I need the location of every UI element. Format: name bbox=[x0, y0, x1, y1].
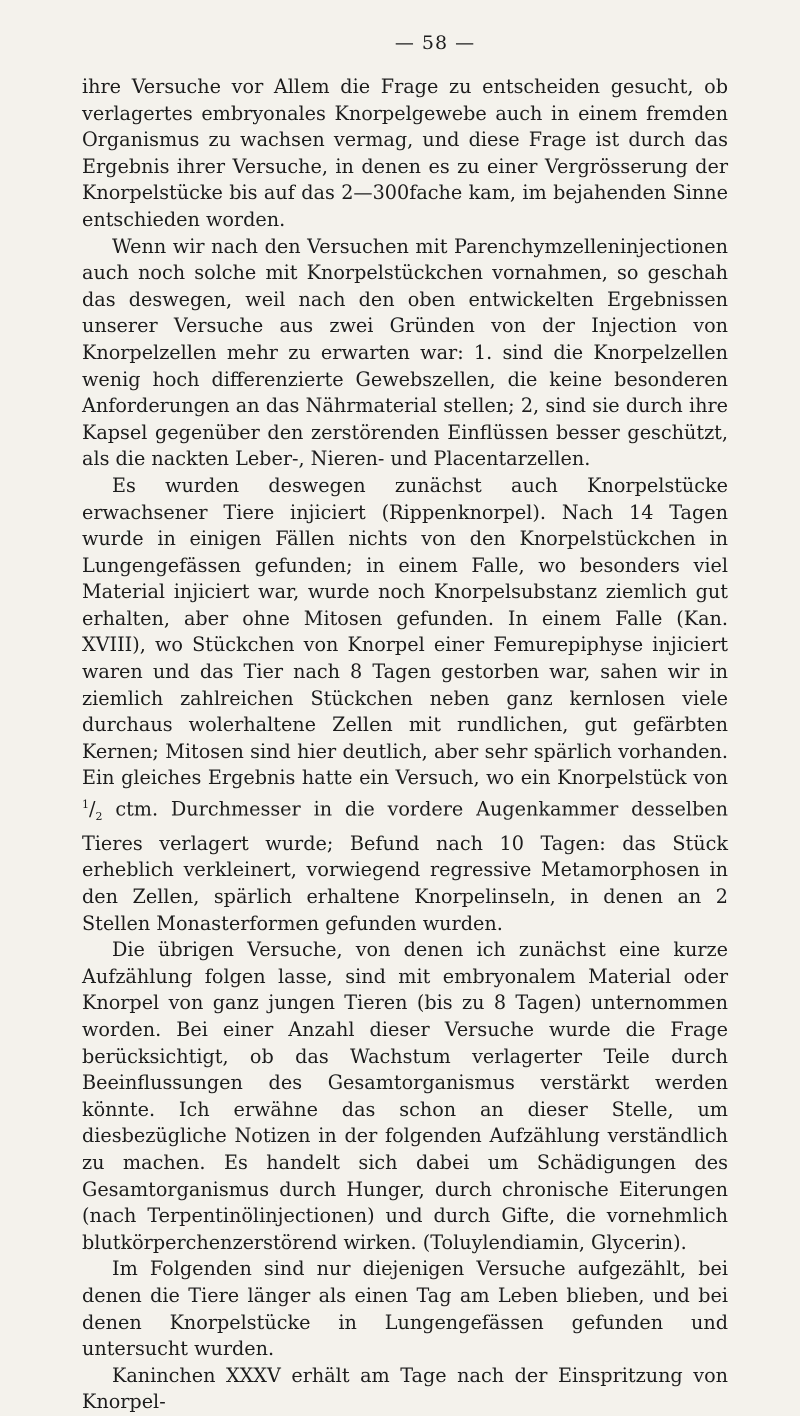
paragraph-6: Kaninchen XXXV erhält am Tage nach der Einspritzung von Knorpel- bbox=[82, 1363, 728, 1414]
page-number: — 58 — bbox=[394, 32, 476, 54]
paragraph-2: Wenn wir nach den Versuchen mit Parenchymzelleninjectionen auch noch solche mit Knorpelstückchen vornahmen, so geschah das deswegen, weil nach den oben entwickelten Ergebnissen unserer Versuche aus zwei Gründen von der Injection von Knorpelzellen mehr zu erwarten war: 1. sind die Knorpelzellen wenig hoch differenzierte Gewebszellen, die keine besonderen Anforderungen an das Nährmaterial stellen; 2, sind sie durch ihre Kapsel gegenüber den zerstörenden Einflüssen besser geschützt, als die nackten Leber-, Nieren- und Placentarzellen. bbox=[82, 234, 728, 471]
fraction-numerator: 1 bbox=[82, 798, 89, 812]
paragraph-3-text-after: ctm. Durchmesser in die vordere Augenkammer desselben Tieres verlagert wurde; Befund nach 10 Tagen: das Stück erheblich verkleinert, vorwiegend regressive Metamorphosen in den Zellen, spärlich erhaltene Knorpelinseln, in denen an 2 Stellen Monasterformen gefunden wurden. bbox=[82, 797, 728, 935]
paragraph-3: Es wurden deswegen zunächst auch Knorpelstücke erwachsener Tiere injiciert (Rippenknorpel). Nach 14 Tagen wurde in einigen Fällen nichts von den Knorpelstückchen in Lungengefässen gefunden; in einem Falle, wo besonders viel Material injiciert war, wurde noch Knorpelsubstanz ziemlich gut erhalten, aber ohne Mitosen gefunden. In einem Falle (Kan. XVIII), wo Stückchen von Knorpel einer Femurepiphyse injiciert waren und das Tier nach 8 Tagen gestorben war, sahen wir in ziemlich zahlreichen Stückchen neben ganz kernlosen viele durchaus wolerhaltene Zellen mit rundlichen, gut gefärbten Kernen; Mitosen sind hier deutlich, aber sehr spärlich vorhanden. Ein gleiches Ergebnis hatte ein Versuch, wo ein Knorpelstück von $^1/_2$ ctm. Durchmesser in die vordere Augenkammer desselben Tieres verlagert wurde; Befund nach 10 Tagen: das Stück erheblich verkleinert, vorwiegend regressive Metamorphosen in den Zellen, spärlich erhaltene Knorpelinseln, in denen an 2 Stellen Monasterformen gefunden wurden. bbox=[82, 473, 728, 935]
fraction-denominator: 2 bbox=[95, 810, 103, 824]
paragraph-5: Im Folgenden sind nur diejenigen Versuche aufgezählt, bei denen die Tiere länger als einen Tag am Leben blieben, und bei denen Knorpelstücke in Lungengefässen gefunden und untersucht wurden. bbox=[82, 1257, 728, 1361]
paragraph-3-text-before: Es wurden deswegen zunächst auch Knorpelstücke erwachsener Tiere injiciert (Rippenknorpel). Nach 14 Tagen wurde in einigen Fällen nichts von den Knorpelstückchen in Lungengefässen gefunden; in einem Falle, wo besonders viel Material injiciert war, wurde noch Knorpelsubstanz ziemlich gut erhalten, aber ohne Mitosen gefunden. In einem Falle (Kan. XVIII), wo Stückchen von Knorpel einer Femurepiphyse injiciert waren und das Tier nach 8 Tagen gestorben war, sahen wir in ziemlich zahlreichen Stückchen neben ganz kernlosen viele durchaus wolerhaltene Zellen mit rundlichen, gut gefärbten Kernen; Mitosen sind hier deutlich, aber sehr spärlich vorhanden. Ein gleiches Ergebnis hatte ein Versuch, wo ein Knorpelstück von bbox=[82, 473, 728, 790]
paragraph-1: ihre Versuche vor Allem die Frage zu entscheiden gesucht, ob verlagertes embryonales Knorpelgewebe auch in einem fremden Organismus zu wachsen vermag, und diese Frage ist durch das Ergebnis ihrer Versuche, in denen es zu einer Vergrösserung der Knorpelstücke bis auf das 2—300fache kam, im bejahenden Sinne entschieden worden. bbox=[82, 75, 728, 231]
paragraph-4: Die übrigen Versuche, von denen ich zunächst eine kurze Aufzählung folgen lasse, sind mit embryonalem Material oder Knorpel von ganz jungen Tieren (bis zu 8 Tagen) unternommen worden. Bei einer Anzahl dieser Versuche wurde die Frage berücksichtigt, ob das Wachstum verlagerter Teile durch Beeinflussungen des Gesamtorganismus verstärkt werden könnte. Ich erwähne das schon an dieser Stelle, um diesbezügliche Notizen in der folgenden Aufzählung verständlich zu machen. Es handelt sich dabei um Schädigungen des Gesamtorganismus durch Hunger, durch chronische Eiterungen (nach Terpentinölinjectionen) und durch Gifte, die vornehmlich blutkörperchenzerstörend wirken. (Toluylendiamin, Glycerin). bbox=[82, 938, 728, 1254]
